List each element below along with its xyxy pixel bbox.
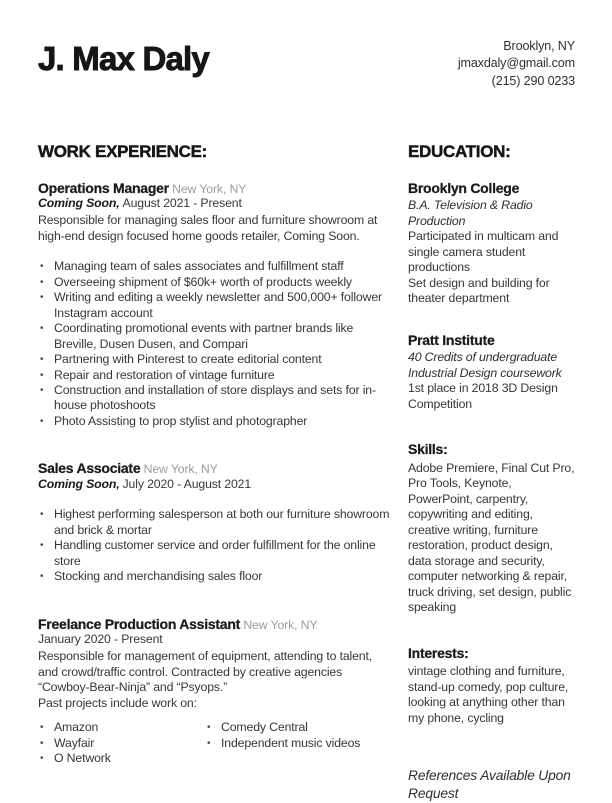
bullet-item: • Repair and restoration of vintage furniture <box>38 368 394 383</box>
contact-info <box>458 38 575 90</box>
bullet-item: • Wayfair <box>38 736 205 751</box>
work-experience-section <box>38 141 394 803</box>
bullet-item: • Stocking and merchandising sales floor <box>38 569 394 584</box>
skills-section <box>408 441 575 615</box>
projects-list-right <box>205 720 394 766</box>
job-summary: Responsible for management of equipment, attending to talent, and crowd/traffic control. Contracted by creative agencies “Cowboy-Bear-Ninja” and “Psyops.” <box>38 649 373 695</box>
job-company: Coming Soon, <box>38 195 120 210</box>
bullet-item: • Coordinating promotional events with partner brands like Breville, Dusen Dusen, and Compari <box>38 321 394 352</box>
content-columns <box>38 141 575 803</box>
school-pratt-institute <box>408 332 575 413</box>
job-title: Sales Associate <box>38 460 141 477</box>
contact-email: jmaxdaly@gmail.com <box>457 56 575 71</box>
interests-heading: Interests: <box>408 644 469 661</box>
note-line: Set design and building for theater department <box>408 275 550 306</box>
job-dates: July 2020 - August 2021 <box>122 476 252 491</box>
bullet-list <box>38 507 394 584</box>
education-heading: EDUCATION: <box>408 142 511 162</box>
job-operations-manager <box>38 180 394 430</box>
bullet-item: • Highest performing salesperson at both our furniture showroom and brick & mortar <box>38 507 394 538</box>
bullet-item: • Overseeing shipment of $60k+ worth of products weekly <box>38 275 394 290</box>
job-freelance-production-assistant <box>38 616 394 767</box>
projects-intro: Past projects include work on: <box>38 695 197 710</box>
school-name: Pratt Institute <box>408 331 495 348</box>
projects-list-left <box>38 720 205 766</box>
interests-text: vintage clothing and furniture, stand-up comedy, pop culture, looking at anything other than my phone, cycling <box>408 664 569 725</box>
job-subtitle <box>38 477 394 492</box>
projects-lists <box>38 720 394 766</box>
interests-section <box>408 645 575 727</box>
job-dates: January 2020 - Present <box>38 631 163 646</box>
school-brooklyn-college <box>408 180 575 307</box>
header <box>38 38 575 90</box>
contact-location: Brooklyn, NY <box>503 39 575 53</box>
job-company: Coming Soon, <box>38 476 120 491</box>
references-note: References Available Upon Request <box>408 768 571 802</box>
job-title: Freelance Production Assistant <box>38 615 241 632</box>
person-name: J. Max Daly <box>38 40 209 77</box>
school-degree: B.A. Television & Radio Production <box>408 198 533 228</box>
bullet-list <box>38 259 394 429</box>
job-location: New York, NY <box>143 462 218 477</box>
contact-phone: (215) 290 0233 <box>491 73 575 88</box>
school-notes <box>408 381 575 412</box>
skills-text: Adobe Premiere, Final Cut Pro, Pro Tools, Keynote, PowerPoint, carpentry, copywriting and editing, creative writing, furniture restoration, product design, data storage and security, computer networking & repair, truck driving, set design, public speaking <box>408 460 575 615</box>
note-line: 1st place in 2018 3D Design Competition <box>408 381 558 411</box>
job-location: New York, NY <box>172 181 247 196</box>
job-title-line <box>38 180 394 196</box>
school-notes <box>408 229 575 306</box>
bullet-item: • Independent music videos <box>205 736 394 751</box>
bullet-item: • Managing team of sales associates and fulfillment staff <box>38 259 394 274</box>
job-title-line <box>38 616 394 632</box>
job-title-line <box>38 460 394 476</box>
bullet-item: • Partnering with Pinterest to create editorial content <box>38 352 394 367</box>
bullet-item: • Amazon <box>38 720 205 735</box>
education-section <box>408 141 575 412</box>
school-name: Brooklyn College <box>408 179 520 196</box>
work-experience-heading: WORK EXPERIENCE: <box>38 142 207 162</box>
bullet-item: • Comedy Central <box>205 720 394 735</box>
bullet-item: • Construction and installation of store displays and sets for in-house photoshoots <box>38 383 394 414</box>
bullet-item: • Handling customer service and order fulfillment for the online store <box>38 538 394 569</box>
job-subtitle <box>38 196 394 211</box>
skills-heading: Skills: <box>408 441 448 458</box>
job-summary: Responsible for managing sales floor and furniture showroom at high-end design focused home goods retailer, Coming Soon. <box>38 213 378 243</box>
job-sales-associate <box>38 460 394 584</box>
school-degree: 40 Credits of undergraduate Industrial Design coursework <box>408 350 562 380</box>
bullet-item: • Photo Assisting to prop stylist and photographer <box>38 414 394 429</box>
job-dates: August 2021 - Present <box>122 195 242 210</box>
bullet-item: • Writing and editing a weekly newsletter and 500,000+ follower Instagram account <box>38 290 394 321</box>
right-column <box>408 141 575 803</box>
note-line: Participated in multicam and single camera student productions <box>408 229 559 275</box>
bullet-item: • O Network <box>38 751 205 766</box>
job-title: Operations Manager <box>38 179 169 196</box>
job-location: New York, NY <box>243 617 318 632</box>
